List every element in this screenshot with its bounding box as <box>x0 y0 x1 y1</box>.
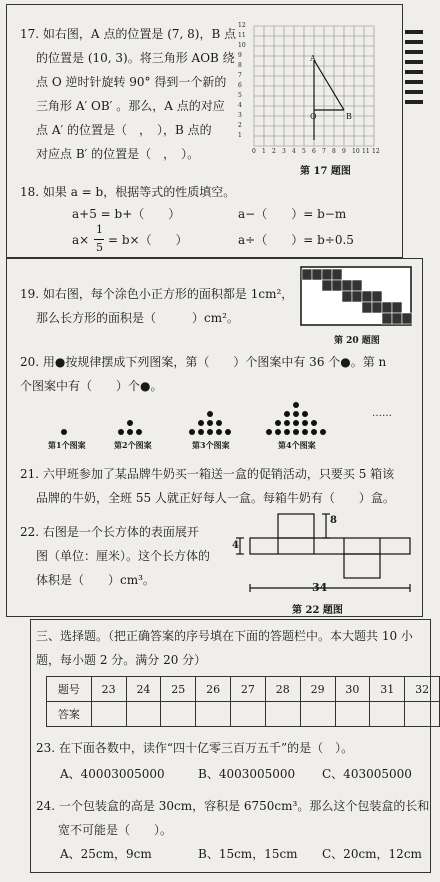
q17-y-tick: 3 <box>238 112 242 119</box>
q20-dot <box>302 429 308 435</box>
q20-dot <box>284 411 290 417</box>
q17-x-tick: 5 <box>302 148 306 155</box>
answer-table-header-row <box>47 677 440 702</box>
q22-line3: 体积是（ ）cm³。 <box>36 573 155 587</box>
answer-cell[interactable] <box>161 702 196 727</box>
q20-dot <box>275 420 281 426</box>
q23-option-c: C、403005000 <box>322 767 412 781</box>
q20-ellipsis: …… <box>372 408 392 419</box>
q17-x-tick: 6 <box>312 148 316 155</box>
q19-line1: 19. 如右图，每个涂色小正方形的面积都是 1cm²， <box>20 287 294 301</box>
q19-shaded-square <box>342 291 352 302</box>
q17-x-tick: 9 <box>342 148 346 155</box>
q19-shaded-square <box>352 291 362 302</box>
answer-cell[interactable] <box>231 702 266 727</box>
q20-dot <box>127 420 133 426</box>
q17-y-tick: 4 <box>238 102 242 109</box>
q17-y-tick: 5 <box>238 92 242 99</box>
q18-eq2: a−（ ）= b−m <box>238 207 347 221</box>
answer-table-head-label: 题号 <box>47 677 92 702</box>
answer-cell[interactable] <box>300 702 335 727</box>
q20-dot <box>293 402 299 408</box>
q17-x-tick: 1 <box>262 148 266 155</box>
answer-cell[interactable] <box>405 702 440 727</box>
q18-frac-num: 1 <box>96 223 103 236</box>
q17-line: 三角形 A′ OB′ 。那么，A 点的对应 <box>36 99 225 113</box>
answer-table-num: 27 <box>231 677 266 702</box>
q20-caption-3: 第3个图案 <box>192 440 230 450</box>
q20-dot <box>207 411 213 417</box>
answer-table-num: 25 <box>161 677 196 702</box>
q19-shaded-square <box>332 269 342 280</box>
q17-y-tick: 9 <box>238 52 242 59</box>
q22-caption: 第 22 题图 <box>292 605 343 616</box>
q17-y-tick: 7 <box>238 72 242 79</box>
q24-option-a: A、25cm，9cm <box>60 847 152 861</box>
q18-eq3-post: = b×（ ） <box>108 233 188 247</box>
q17-point-b-label: B <box>346 112 352 121</box>
q20-dot <box>284 420 290 426</box>
q20-dot <box>216 420 222 426</box>
q20-dot <box>266 429 272 435</box>
q19-staircase-figure <box>300 266 412 326</box>
q20-dot <box>207 429 213 435</box>
q20-caption-2: 第2个图案 <box>114 440 152 450</box>
q24-option-c: C、20cm，12cm <box>322 847 422 861</box>
q19-shaded-square <box>342 280 352 291</box>
q19-shaded-square <box>382 302 392 313</box>
q20-dot <box>311 420 317 426</box>
answer-cell[interactable] <box>265 702 300 727</box>
q17-point-o-label: O <box>310 112 317 121</box>
q19-shaded-square <box>322 269 332 280</box>
answer-table-answer-row <box>47 702 440 727</box>
answer-cell[interactable] <box>91 702 126 727</box>
q24-line2: 宽不可能是（ ）。 <box>58 823 173 837</box>
q20-dot <box>293 429 299 435</box>
q23-stem: 23. 在下面各数中，读作“四十亿零三百万五千”的是（ ）。 <box>36 741 354 755</box>
q17-x-tick: 12 <box>372 148 380 155</box>
q20-dot <box>216 429 222 435</box>
q24-option-b: B、15cm，15cm <box>198 847 298 861</box>
sec3-line2: 题，每小题 2 分。满分 20 分） <box>36 653 207 667</box>
q19-shaded-square <box>302 269 312 280</box>
q17-segment-ab <box>314 60 344 110</box>
q22-line1: 22. 右图是一个长方体的表面展开 <box>20 525 199 539</box>
q17-line: 17. 如右图，A 点的位置是 (7, 8)，B 点 <box>20 27 237 41</box>
q17-x-tick: 3 <box>282 148 286 155</box>
q18-eq1: a+5 = b+（ ） <box>72 207 181 221</box>
q19-shaded-square <box>362 302 372 313</box>
q17-line: 点 A′ 的位置是（ ， ），B 点的 <box>36 123 212 137</box>
q19-shaded-square <box>362 291 372 302</box>
q20-line2: 个图案中有（ ）个●。 <box>20 379 163 393</box>
q17-x-tick: 7 <box>322 148 326 155</box>
q20-dot <box>293 420 299 426</box>
q17-y-tick: 10 <box>238 42 246 49</box>
q18-eq3-pre: a× <box>72 233 90 247</box>
q18-title: 18. 如果 a = b，根据等式的性质填空。 <box>20 185 236 199</box>
q20-dot <box>284 429 290 435</box>
q17-y-tick: 2 <box>238 122 242 129</box>
q17-y-tick: 11 <box>238 32 246 39</box>
q20-dot <box>302 420 308 426</box>
q20-dot <box>311 429 317 435</box>
q17-line: 点 O 逆时针旋转 90° 得到一个新的 <box>36 75 227 89</box>
answer-table-num: 26 <box>196 677 231 702</box>
q20-dot <box>198 429 204 435</box>
q20-dot <box>189 429 195 435</box>
q19-line2: 那么长方形的面积是（ ）cm²。 <box>36 311 239 325</box>
answer-table-num: 28 <box>265 677 300 702</box>
q17-y-tick: 1 <box>238 132 242 139</box>
q24-line1: 24. 一个包装盒的高是 30cm，容积是 6750cm³。那么这个包装盒的长和 <box>36 799 430 813</box>
q22-dim-left: 4 <box>232 540 239 551</box>
q23-option-a: A、40003005000 <box>60 767 165 781</box>
q17-y-tick: 12 <box>238 22 246 29</box>
q18-eq4: a÷（ ）= b÷0.5 <box>238 233 354 247</box>
q19-shaded-square <box>372 291 382 302</box>
q19-shaded-square <box>352 280 362 291</box>
answer-table-num: 24 <box>126 677 161 702</box>
q19-shaded-square <box>312 269 322 280</box>
q17-point-a-label: A <box>310 54 316 63</box>
q17-x-tick: 4 <box>292 148 296 155</box>
answer-table-num: 29 <box>300 677 335 702</box>
q23-option-b: B、4003005000 <box>198 767 296 781</box>
q20-dot <box>225 429 231 435</box>
q17-x-tick: 10 <box>352 148 360 155</box>
sec3-line1: 三、选择题。（把正确答案的序号填在下面的答题栏中。本大题共 10 小 <box>36 629 413 643</box>
q17-x-tick: 0 <box>252 148 256 155</box>
q22-line2: 图（单位：厘米）。这个长方体的 <box>36 549 211 563</box>
q20-dot <box>302 411 308 417</box>
answer-table-num: 31 <box>370 677 405 702</box>
q20-dot <box>320 429 326 435</box>
answer-table-num: 23 <box>91 677 126 702</box>
q20-dot <box>207 420 213 426</box>
q22-dim-bottom: 34 <box>312 581 328 594</box>
scan-marks <box>405 30 425 110</box>
answer-table-ans-label: 答案 <box>47 702 92 727</box>
q17-y-tick: 6 <box>238 82 242 89</box>
q19-shaded-square <box>392 302 402 313</box>
q17-x-tick: 8 <box>332 148 336 155</box>
q19-shaded-square <box>382 313 392 324</box>
q22-dim-top: 8 <box>330 515 337 526</box>
answer-table <box>46 676 440 727</box>
q20-dot <box>61 429 67 435</box>
q20-dot-patterns <box>30 392 390 442</box>
q19-shaded-square <box>402 313 412 324</box>
q20-dot <box>127 429 133 435</box>
q20-caption-1: 第1个图案 <box>48 440 86 450</box>
q20-dot <box>293 411 299 417</box>
q20-line1: 20. 用●按规律摆成下列图案，第（ ）个图案中有 36 个●。第 n <box>20 355 387 369</box>
q20-caption-4: 第4个图案 <box>278 440 316 450</box>
q19-caption: 第 20 题图 <box>334 336 380 346</box>
answer-table-num: 32 <box>405 677 440 702</box>
q21-line1: 21. 六甲班参加了某品牌牛奶买一箱送一盒的促销活动，只要买 5 箱该 <box>20 467 395 481</box>
q17-x-tick: 11 <box>362 148 370 155</box>
answer-cell[interactable] <box>126 702 161 727</box>
q17-y-tick: 8 <box>238 62 242 69</box>
answer-cell[interactable] <box>370 702 405 727</box>
answer-cell[interactable] <box>196 702 231 727</box>
q20-dot <box>118 429 124 435</box>
q17-line: 对应点 B′ 的位置是（ ， ）。 <box>36 147 200 161</box>
answer-table-num: 30 <box>335 677 370 702</box>
q19-shaded-square <box>372 302 382 313</box>
q17-line: 的位置是 (10, 3)。将三角形 AOB 绕 <box>36 51 235 65</box>
q19-shaded-square <box>392 313 402 324</box>
q17-caption: 第 17 题图 <box>300 166 351 177</box>
q21-line2: 品牌的牛奶，全班 55 人就正好每人一盒。每箱牛奶有（ ）盒。 <box>36 491 395 505</box>
q17-grid-figure <box>248 20 388 160</box>
q20-dot <box>275 429 281 435</box>
q19-shaded-square <box>322 280 332 291</box>
q17-x-tick: 2 <box>272 148 276 155</box>
q20-dot <box>198 420 204 426</box>
q20-dot <box>136 429 142 435</box>
q19-shaded-square <box>332 280 342 291</box>
answer-cell[interactable] <box>335 702 370 727</box>
q18-frac-den: 5 <box>96 241 103 254</box>
